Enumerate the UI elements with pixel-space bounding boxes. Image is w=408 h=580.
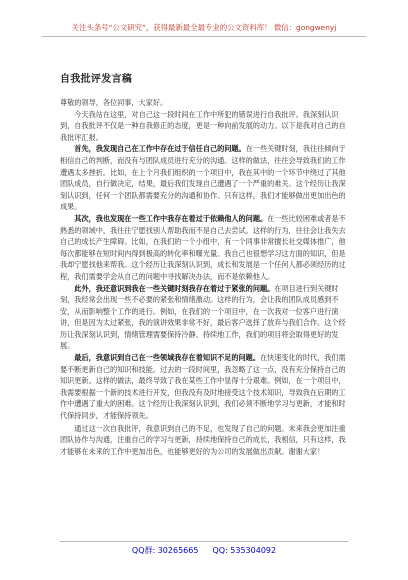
document-title: 自我批评发言稿 <box>60 74 133 85</box>
section-paragraph-3 <box>60 283 348 353</box>
footer-qq: QQ: 535304092 <box>212 546 277 555</box>
section-paragraph-1 <box>60 143 348 213</box>
closing-paragraph: 通过这一次自我批评，我意识到自己的不足，也发现了自己的问题。未来我会更加注重团队协作与沟通，注重自己的学习与更新，持续地保持自己的成长，我相信，只有这样，我才能够在未来的工作中更加出色，也能够更好的为公司的发展做出贡献。谢谢大家！ <box>60 423 346 456</box>
section-heading-1: 首先，我发现自己在工作中存在过于信任自己的问题。 <box>74 144 246 154</box>
section-heading-3: 此外，我还意识到我在一些关键时刻我存在着过于紧张的问题。 <box>74 283 275 293</box>
header-banner-text: 关注头条号“公文研究”，获得最新最全最专业的公文资料库！ 微信：gongwenyj <box>71 23 337 32</box>
section-body-4: 在快速变化的时代，我们需要不断更新自己的知识和技能。过去的一段时间里，我忽略了这一点，没有充分保持自己的知识更新。这样的做法，最终导致了我在某些工作中显得十分艰难。例如，在一个项目中，我需要根据一个新的技术进行开发，但我没有及时地接受这个技术知识，导致我在后期的工作中遭遇了重大的困难。这个经历让我深刻认识到，我们必须不断地学习与更新，才能和时代保持同步，才能保持领先。 <box>60 353 346 421</box>
section-body-2: 在一些比较困难或者是不熟悉的领域中，我往往宁愿找别人帮助我而不是自己去尝试。这样的行为，往往会让我失去自己的成长产生障碍。比如，在我们的一个小组中，有一个同事非常擅长社交媒体推广，他每次都能够在短时间内得到极高的转化率和曝光量。我自己也很想学习这方面的知识，但是我却宁愿找他来帮我。这个经历让我深刻认识到，成长和发展是一个任何人都必须经历的过程，我们需要学会从自己的问题中寻找解决办法，而不是依赖他人。 <box>60 213 346 281</box>
section-heading-4: 最后，我意识到自己在一些领域我存在着知识不足的问题。 <box>74 353 260 363</box>
section-paragraph-4 <box>60 352 348 422</box>
section-paragraph-2 <box>60 213 348 283</box>
section-heading-2: 其次，我也发现在一些工作中我存在着过于依赖他人的问题。 <box>74 213 268 223</box>
section-body-1: 在一些关键时刻，我往往倾向于相信自己的判断，而没有与团队成员进行充分的沟通。这样的做法，往往会导致我们的工作遭遇太多挫折。比如，在上个月我们组织的一个项目中，我在其中的一个环节中绕过了其他团队成员，自行做决定，结果，最后我们发现自己遭遇了一个严重的难关。这个经历让我深刻认识到，任何一个团队都需要充分的沟通和协作。只有这样，我们才能够做出更加出色的成果。 <box>60 144 346 212</box>
header-banner <box>42 22 366 37</box>
footer-contact <box>60 541 348 560</box>
footer-qq-group: QQ群: 30265665 <box>131 546 199 555</box>
greeting: 尊敬的领导，各位同事，大家好。 <box>60 98 168 107</box>
document-body <box>60 97 348 537</box>
section-body-3: 在项目进行到关键时刻，我经常会出现一些不必要的紧张和情绪激动。这样的行为，会让我的团队成员感到不安，从而影响整个工作的进行。例如，在我们的一个项目中，在一次我对一位客户进行演讲，但是因为太过紧张，我的演讲效果非常不好，最后客户选择了放弃与我们合作。这个经历让我深刻认识到，情绪管理需要保持冷静、持续地工作，我们的项目将会取得更好的发展。 <box>60 283 346 351</box>
intro-paragraph: 今天我站在这里，对自己这一段时间在工作中所犯的错误进行自我批评。我深刻认识到，自我批评不仅是一种自我修正的态度，更是一种向前发展的动力。以下是我对自己的自我批评汇报。 <box>60 109 346 142</box>
